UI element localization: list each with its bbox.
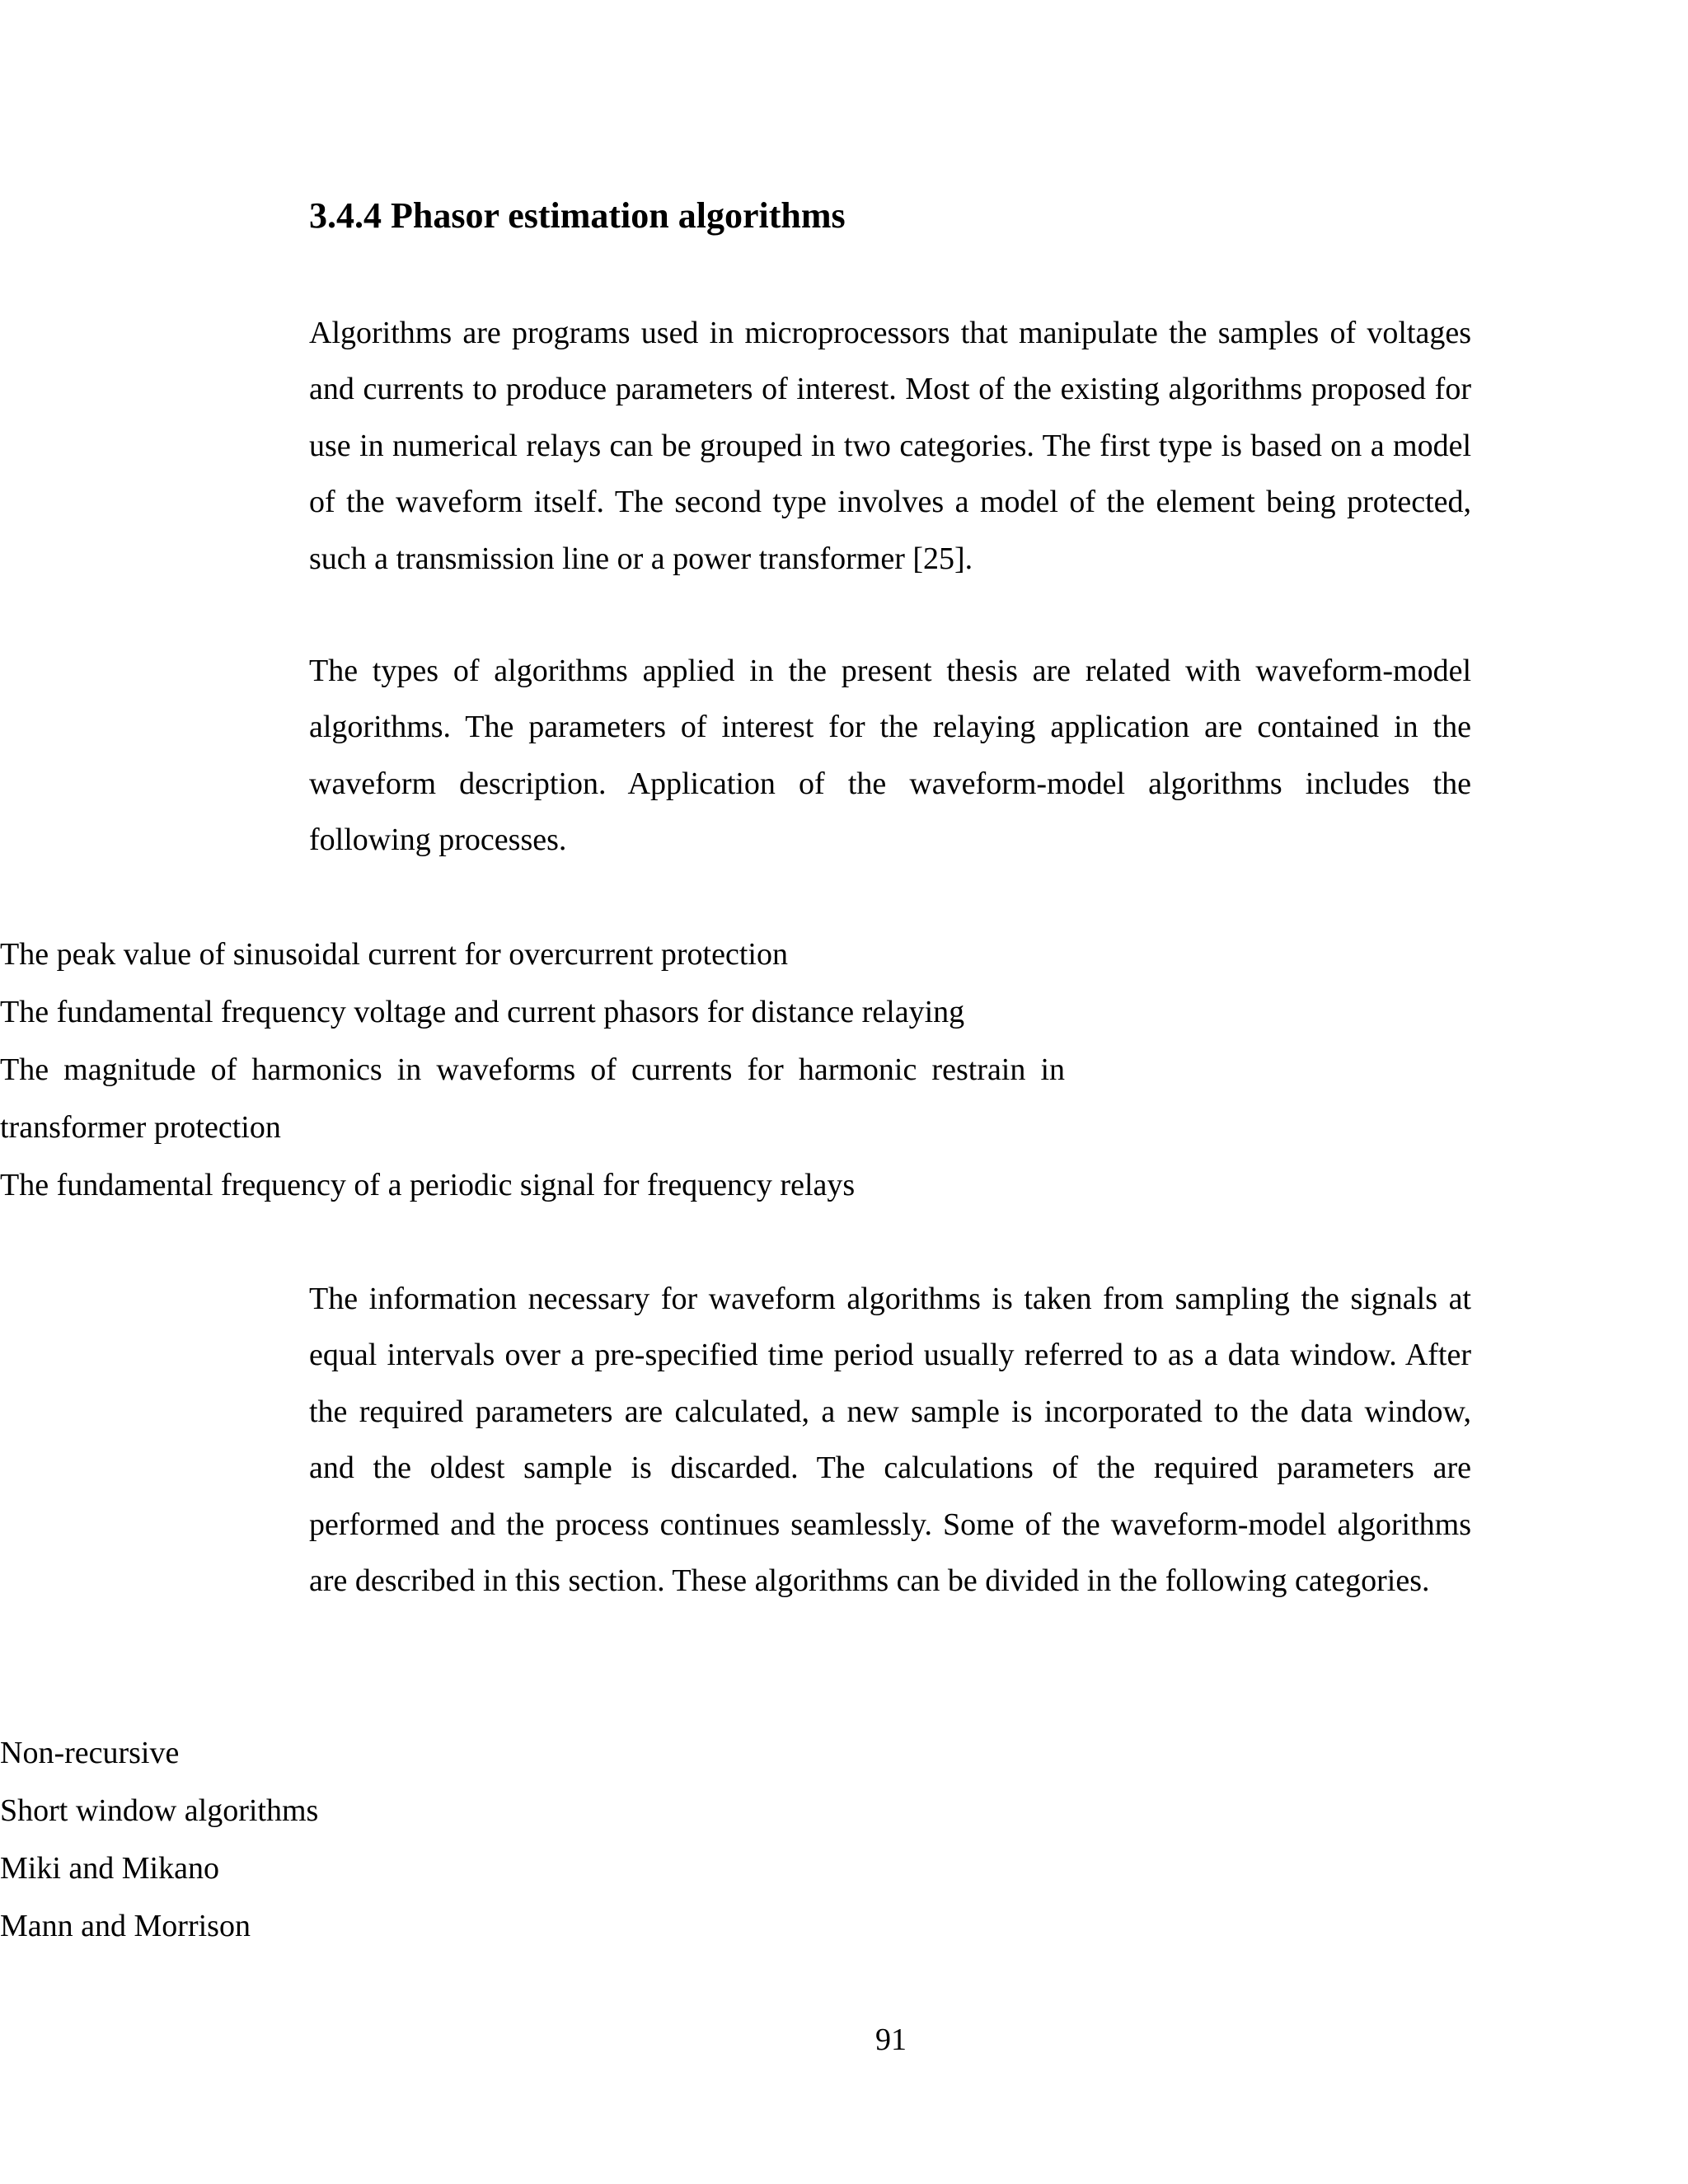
- list-item-text: The fundamental frequency voltage and current phasors for distance relaying: [0, 995, 965, 1029]
- list-item-non-recursive: [0, 1724, 1065, 1782]
- list-item: [0, 926, 1065, 983]
- list-item: [0, 1156, 1065, 1214]
- paragraph-waveform-model: The types of algorithms applied in the present thesis are related with waveform-model algorithms. The parameters of interest for the relaying application are contained in the waveform description. Application of the waveform-model algorithms includes the following processes.: [309, 654, 1471, 858]
- list-item-text: Short window algorithms: [0, 1793, 319, 1828]
- categories-list: [0, 1724, 1688, 1955]
- processes-list: [0, 926, 1688, 1214]
- list-item-text: The peak value of sinusoidal current for overcurrent protection: [0, 937, 788, 972]
- list-item-text: Miki and Mikano: [0, 1851, 219, 1886]
- list-item-text: The magnitude of harmonics in waveforms of currents for harmonic restrain in transformer protection: [0, 1052, 1065, 1145]
- list-item-algorithm: [0, 1897, 1688, 1955]
- list-item-algorithm: [0, 1840, 1688, 1897]
- list-item-short-window: [0, 1782, 1688, 1840]
- page-number: 91: [875, 2022, 907, 2057]
- list-item: [0, 1041, 1065, 1156]
- list-item-text: The fundamental frequency of a periodic signal for frequency relays: [0, 1168, 856, 1202]
- list-item-text: Mann and Morrison: [0, 1909, 251, 1943]
- paragraph-algorithms-intro: Algorithms are programs used in microprocessors that manipulate the samples of voltages and currents to produce parameters of interest. Most of the existing algorithms proposed for use in numerical relays can be grouped in two categories. The first type is based on a model of the waveform itself. The second type involves a model of the element being protected, such a transmission line or a power transformer [25].: [309, 316, 1471, 576]
- list-item: [0, 983, 1065, 1041]
- list-item-text: Non-recursive: [0, 1736, 180, 1770]
- section-heading: 3.4.4 Phasor estimation algorithms: [309, 195, 846, 236]
- paragraph-data-window: The information necessary for waveform algorithms is taken from sampling the signals at equal intervals over a pre-specified time period usually referred to as a data window. After the required parameters are calculated, a new sample is incorporated to the data window, and the oldest sample is discarded. The calculations of the required parameters are performed and the process continues seamlessly. Some of the waveform-model algorithms are described in this section. These algorithms can be divided in the following categories.: [309, 1282, 1471, 1599]
